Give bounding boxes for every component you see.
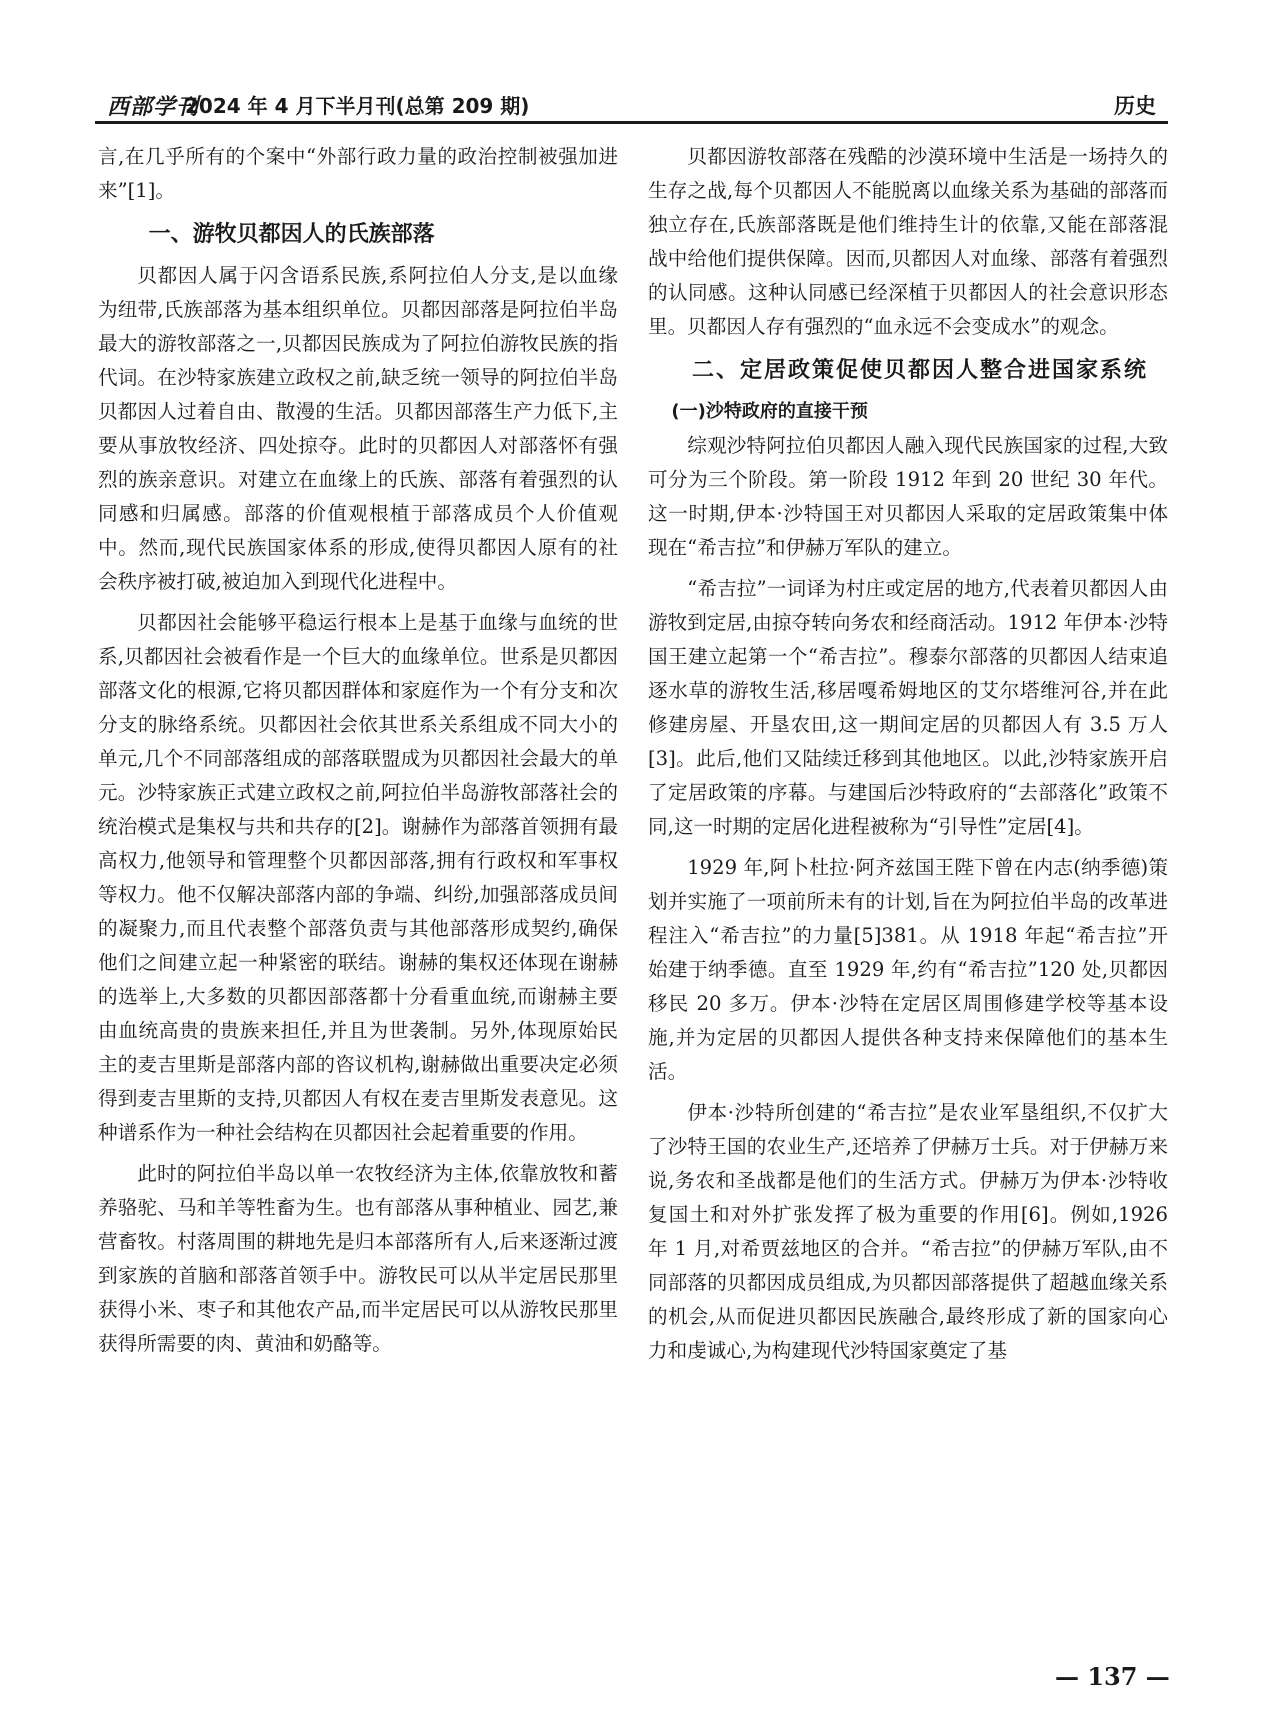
- paragraph: “希吉拉”一词译为村庄或定居的地方,代表着贝都因人由游牧到定居,由掠夺转向务农和经商活动。1912 年伊本·沙特国王建立起第一个“希吉拉”。穆泰尔部落的贝都因人结束追逐水草的游牧生活,移居嘎希姆地区的艾尔塔维河谷,并在此修建房屋、开垦农田,这一期间定居的贝都因人有 3.5 万人[3]。此后,他们又陆续迁移到其他地区。以此,沙特家族开启了定居政策的序幕。与建国后沙特政府的“去部落化”政策不同,这一时期的定居化进程被称为“引导性”定居[4]。: [648, 577, 1168, 838]
- section-heading: 一、游牧贝都因人的氏族部落: [148, 222, 435, 247]
- paragraph: 贝都因游牧部落在残酷的沙漠环境中生活是一场持久的生存之战,每个贝都因人不能脱离以血缘关系为基础的部落而独立存在,氏族部落既是他们维持生计的依靠,又能在部落混战中给他们提供保障。因而,贝都因人对血缘、部落有着强烈的认同感。这种认同感已经深植于贝都因人的社会意识形态里。贝都因人存有强烈的“血永远不会变成水”的观念。: [648, 145, 1168, 338]
- paragraph: 1929 年,阿卜杜拉·阿齐兹国王陛下曾在内志(纳季德)策划并实施了一项前所未有的计划,旨在为阿拉伯半岛的改革进程注入“希吉拉”的力量[5]381。从 1918 年起“希吉拉”开始建于纳季德。直至 1929 年,约有“希吉拉”120 处,贝都因移民 20 多万。伊本·沙特在定居区周围修建学校等基本设施,并为定居的贝都因人提供各种支持来保障他们的基本生活。: [648, 856, 1168, 1083]
- running-header: [95, 88, 1168, 122]
- right-column: [648, 140, 1168, 1375]
- paragraph: 伊本·沙特所创建的“希吉拉”是农业军垦组织,不仅扩大了沙特王国的农业生产,还培养了伊赫万士兵。对于伊赫万来说,务农和圣战都是他们的生活方式。伊赫万为伊本·沙特收复国土和对外扩张发挥了极为重要的作用[6]。例如,1926 年 1 月,对希贾兹地区的合并。“希吉拉”的伊赫万军队,由不同部落的贝都因成员组成,为贝都因部落提供了超越血缘关系的机会,从而促进贝都因民族融合,最终形成了新的国家向心力和虔诚心,为构建现代沙特国家奠定了基: [648, 1101, 1168, 1362]
- left-column: [98, 140, 618, 1368]
- paragraph: 贝都因社会能够平稳运行根本上是基于血缘与血统的世系,贝都因社会被看作是一个巨大的血缘单位。世系是贝都因部落文化的根源,它将贝都因群体和家庭作为一个有分支和次分支的脉络系统。贝都因社会依其世系关系组成不同大小的单元,几个不同部落组成的部落联盟成为贝都因社会最大的单元。沙特家族正式建立政权之前,阿拉伯半岛游牧部落社会的统治模式是集权与共和共存的[2]。谢赫作为部落首领拥有最高权力,他领导和管理整个贝都因部落,拥有行政权和军事权等权力。他不仅解决部落内部的争端、纠纷,加强部落成员间的凝聚力,而且代表整个部落负责与其他部落形成契约,确保他们之间建立起一种紧密的联结。谢赫的集权还体现在谢赫的选举上,大多数的贝都因部落都十分看重血统,而谢赫主要由血统高贵的贵族来担任,并且为世袭制。另外,体现原始民主的麦吉里斯是部落内部的咨议机构,谢赫做出重要决定必须得到麦吉里斯的支持,贝都因人有权在麦吉里斯发表意见。这种谱系作为一种社会结构在贝都因社会起着重要的作用。: [98, 611, 618, 1144]
- paragraph: 综观沙特阿拉伯贝都因人融入现代民族国家的过程,大致可分为三个阶段。第一阶段 1912 年到 20 世纪 30 年代。这一时期,伊本·沙特国王对贝都因人采取的定居政策集中体现在“希吉拉”和伊赫万军队的建立。: [648, 434, 1168, 559]
- paragraph: 言,在几乎所有的个案中“外部行政力量的政治控制被强加进来”[1]。: [98, 145, 618, 202]
- section-label: 历史: [1114, 94, 1156, 118]
- issue-info: 2024 年 4 月下半月刊(总第 209 期): [185, 94, 530, 118]
- paragraph: 此时的阿拉伯半岛以单一农牧经济为主体,依靠放牧和蓄养骆驼、马和羊等牲畜为生。也有部落从事种植业、园艺,兼营畜牧。村落周围的耕地先是归本部落所有人,后来逐渐过渡到家族的首脑和部落首领手中。游牧民可以从半定居民那里获得小米、枣子和其他农产品,而半定居民可以从游牧民那里获得所需要的肉、黄油和奶酪等。: [98, 1162, 618, 1355]
- paragraph: 贝都因人属于闪含语系民族,系阿拉伯人分支,是以血缘为纽带,氏族部落为基本组织单位。贝都因部落是阿拉伯半岛最大的游牧部落之一,贝都因民族成为了阿拉伯游牧民族的指代词。在沙特家族建立政权之前,缺乏统一领导的阿拉伯半岛贝都因人过着自由、散漫的生活。贝都因部落生产力低下,主要从事放牧经济、四处掠夺。此时的贝都因人对部落怀有强烈的族亲意识。对建立在血缘上的氏族、部落有着强烈的认同感和归属感。部落的价值观根植于部落成员个人价值观中。然而,现代民族国家体系的形成,使得贝都因人原有的社会秩序被打破,被迫加入到现代化进程中。: [98, 264, 618, 593]
- journal-logo: 西部学刊: [107, 94, 200, 120]
- section-heading: 二、定居政策促使贝都因人整合进国家系统: [692, 358, 1149, 383]
- header-rule: [95, 121, 1168, 124]
- page-number: — 137 —: [1055, 1662, 1170, 1691]
- subsection-heading: (一)沙特政府的直接干预: [671, 401, 868, 422]
